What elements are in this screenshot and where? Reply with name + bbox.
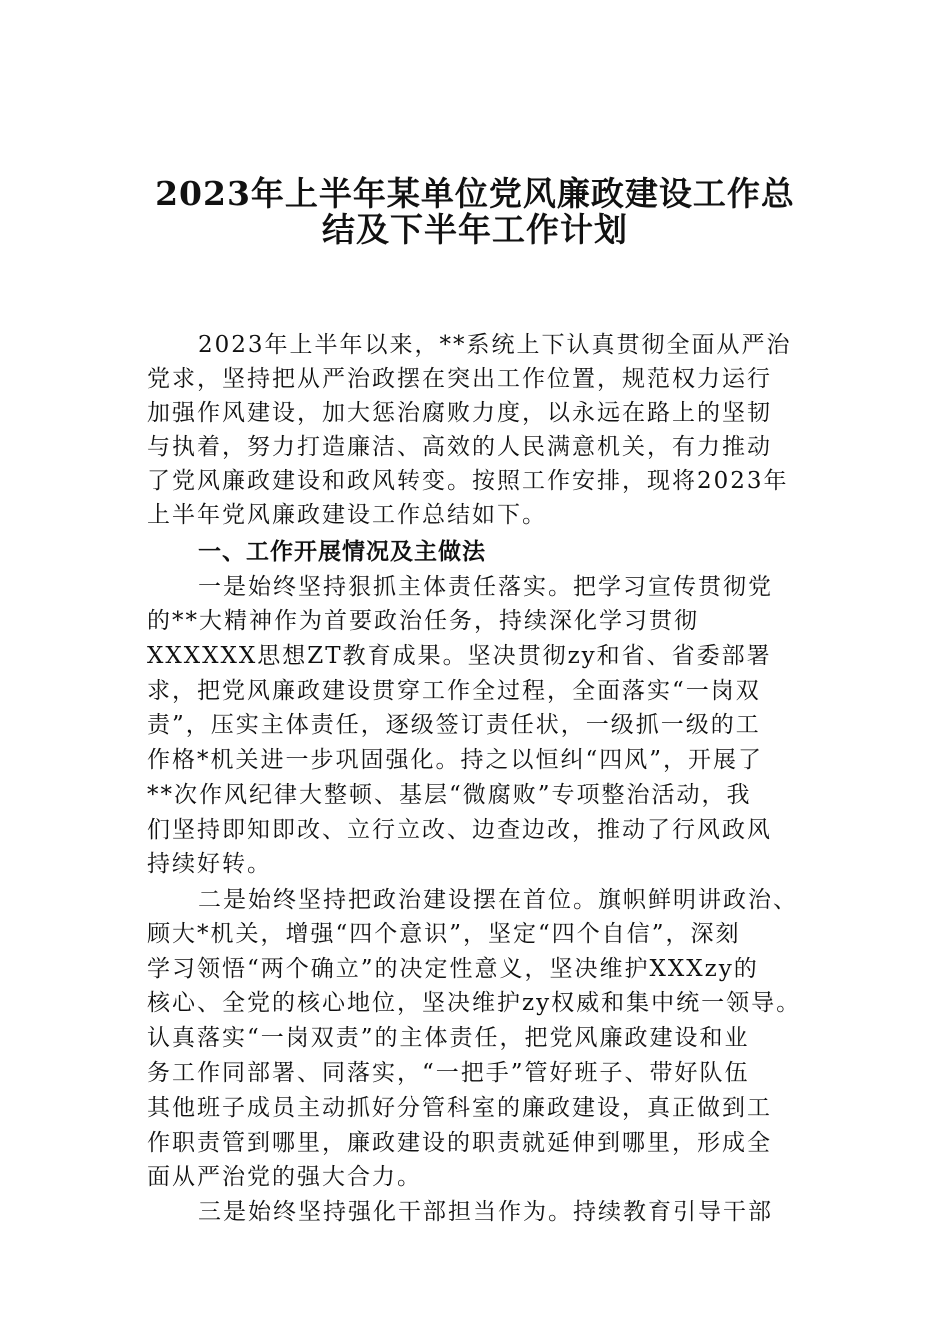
body-line: 与执着，努力打造廉洁、高效的人民满意机关，有力推动 (147, 434, 772, 460)
body-line: 学习领悟“两个确立”的决定性意义，坚决维护XXXzy的 (147, 956, 759, 982)
body-line: 责”，压实主体责任，逐级签订责任状，一级抓一级的工 (147, 712, 761, 738)
document-title-line-1: 2023年上半年某单位党风廉政建设工作总 (155, 174, 795, 213)
body-line: **次作风纪律大整顿、基层“微腐败”专项整治活动，我 (147, 782, 752, 808)
body-line: XXXXXX思想ZT教育成果。坚决贯彻zy和省、省委部署 (147, 643, 772, 669)
body-line: 们坚持即知即改、立行立改、边查边改，推动了行风政风 (147, 817, 772, 843)
body-line: 核心、全党的核心地位，坚决维护zy权威和集中统一领导。 (147, 990, 802, 1016)
body-line: 作格*机关进一步巩固强化。持之以恒纠“四风”，开展了 (147, 747, 764, 773)
body-line: 党求，坚持把从严治政摆在突出工作位置，规范权力运行 (147, 366, 772, 392)
body-line: 加强作风建设，加大惩治腐败力度，以永远在路上的坚韧 (147, 400, 772, 426)
body-line: 求，把党风廉政建设贯穿工作全过程，全面落实“一岗双 (147, 678, 761, 704)
body-line: 务工作同部署、同落实，“一把手”管好班子、带好队伍 (147, 1060, 750, 1086)
body-line: 了党风廉政建设和政风转变。按照工作安排，现将2023年 (147, 468, 789, 494)
body-line: 顾大*机关，增强“四个意识”，坚定“四个自信”，深刻 (147, 921, 741, 947)
body-line: 上半年党风廉政建设工作总结如下。 (147, 502, 547, 528)
body-line: 持续好转。 (147, 851, 272, 877)
document-title-line-2: 结及下半年工作计划 (322, 210, 628, 249)
body-line: 三是始终坚持强化干部担当作为。持续教育引导干部 (198, 1199, 773, 1225)
body-line: 二是始终坚持把政治建设摆在首位。旗帜鲜明讲政治、 (198, 887, 798, 913)
body-line: 的**大精神作为首要政治任务，持续深化学习贯彻 (147, 608, 699, 634)
body-line: 其他班子成员主动抓好分管科室的廉政建设，真正做到工 (147, 1095, 772, 1121)
body-line: 2023年上半年以来，**系统上下认真贯彻全面从严治 (198, 332, 792, 358)
body-line: 一是始终坚持狠抓主体责任落实。把学习宣传贯彻党 (198, 574, 773, 600)
body-line: 作职责管到哪里，廉政建设的职责就延伸到哪里，形成全 (147, 1130, 772, 1156)
body-line: 面从严治党的强大合力。 (147, 1164, 422, 1190)
body-line: 认真落实“一岗双责”的主体责任，把党风廉政建设和业 (147, 1025, 750, 1051)
section-heading: 一、工作开展情况及主做法 (198, 538, 486, 565)
